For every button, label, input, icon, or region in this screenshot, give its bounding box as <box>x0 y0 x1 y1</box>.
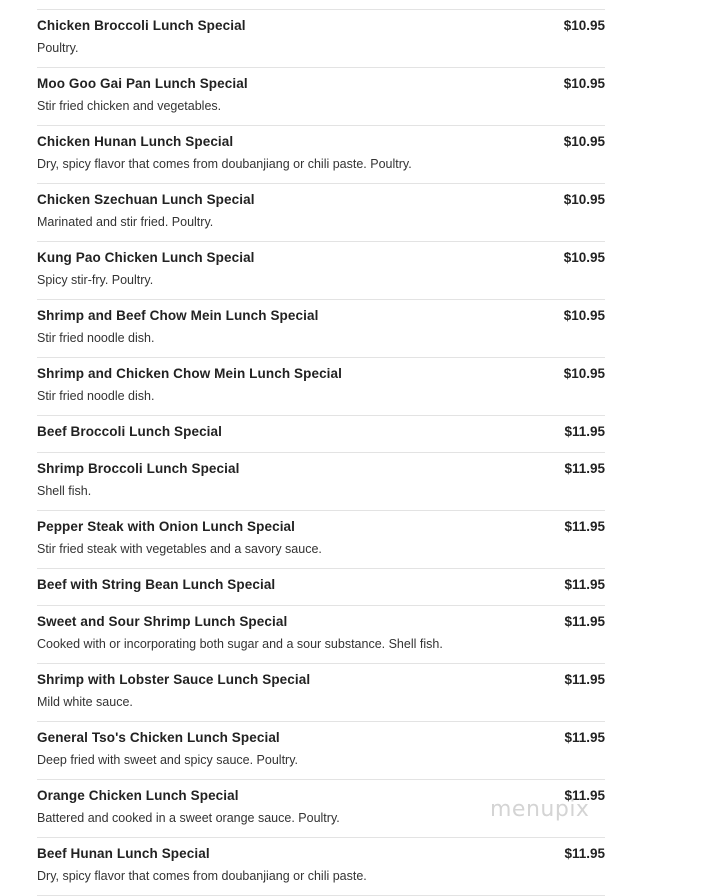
menu-item[interactable] <box>37 10 605 68</box>
menu-item[interactable] <box>37 511 605 569</box>
item-description: Stir fried noodle dish. <box>37 331 155 345</box>
item-price: $10.95 <box>563 18 605 33</box>
item-description: Deep fried with sweet and spicy sauce. Poultry. <box>37 753 299 767</box>
item-price: $10.95 <box>563 76 605 91</box>
item-name: Shrimp and Chicken Chow Mein Lunch Special <box>37 366 342 381</box>
item-name: Kung Pao Chicken Lunch Special <box>37 250 255 265</box>
item-price: $10.95 <box>563 366 605 381</box>
item-description: Cooked with or incorporating both sugar and a sour substance. Shell fish. <box>37 637 443 651</box>
menu-item[interactable] <box>37 569 605 606</box>
item-price: $10.95 <box>563 192 605 207</box>
item-price: $11.95 <box>564 614 605 629</box>
item-price: $11.95 <box>564 519 605 534</box>
item-name: Beef Hunan Lunch Special <box>37 846 210 861</box>
item-description: Poultry. <box>37 41 79 55</box>
item-description: Stir fried noodle dish. <box>37 389 155 403</box>
item-description: Mild white sauce. <box>37 695 133 709</box>
item-name: Moo Goo Gai Pan Lunch Special <box>37 76 248 91</box>
item-name: Beef Broccoli Lunch Special <box>37 424 222 439</box>
item-name: Beef with String Bean Lunch Special <box>37 577 276 592</box>
item-name: Shrimp with Lobster Sauce Lunch Special <box>37 672 311 687</box>
menu-item[interactable] <box>37 68 605 126</box>
item-description: Dry, spicy flavor that comes from doubanjiang or chili paste. Poultry. <box>37 157 412 171</box>
item-description: Shell fish. <box>37 484 92 498</box>
item-price: $11.95 <box>564 846 605 861</box>
menu-item[interactable] <box>37 606 605 664</box>
item-description: Dry, spicy flavor that comes from doubanjiang or chili paste. <box>37 869 367 883</box>
item-description: Spicy stir-fry. Poultry. <box>37 273 154 287</box>
menu-item[interactable] <box>37 184 605 242</box>
item-price: $11.95 <box>564 461 605 476</box>
item-price: $11.95 <box>564 424 605 439</box>
item-price: $11.95 <box>564 672 605 687</box>
menu-item[interactable] <box>37 838 605 896</box>
item-description: Marinated and stir fried. Poultry. <box>37 215 214 229</box>
menu-item[interactable] <box>37 453 605 511</box>
menu-item[interactable] <box>37 722 605 780</box>
item-name: Shrimp and Beef Chow Mein Lunch Special <box>37 308 319 323</box>
menu-item[interactable] <box>37 242 605 300</box>
item-name: Pepper Steak with Onion Lunch Special <box>37 519 295 534</box>
item-description: Battered and cooked in a sweet orange sauce. Poultry. <box>37 811 340 825</box>
item-price: $11.95 <box>564 730 605 745</box>
menupix-watermark: menupix <box>490 797 590 822</box>
item-name: Shrimp Broccoli Lunch Special <box>37 461 240 476</box>
item-description: Stir fried steak with vegetables and a savory sauce. <box>37 542 322 556</box>
item-price: $10.95 <box>563 250 605 265</box>
item-price: $10.95 <box>563 308 605 323</box>
item-description: Stir fried chicken and vegetables. <box>37 99 222 113</box>
item-name: General Tso's Chicken Lunch Special <box>37 730 280 745</box>
item-price: $10.95 <box>563 134 605 149</box>
item-name: Chicken Broccoli Lunch Special <box>37 18 246 33</box>
menu-item[interactable] <box>37 126 605 184</box>
item-name: Chicken Hunan Lunch Special <box>37 134 234 149</box>
item-name: Orange Chicken Lunch Special <box>37 788 239 803</box>
menu-item[interactable] <box>37 664 605 722</box>
menu-item[interactable] <box>37 416 605 453</box>
item-price: $11.95 <box>564 577 605 592</box>
item-name: Chicken Szechuan Lunch Special <box>37 192 255 207</box>
item-price: $11.95 <box>564 788 605 803</box>
menu-item[interactable] <box>37 780 605 838</box>
menu-item[interactable] <box>37 300 605 358</box>
menu-item[interactable] <box>37 358 605 416</box>
menu-list <box>37 9 605 896</box>
item-name: Sweet and Sour Shrimp Lunch Special <box>37 614 288 629</box>
